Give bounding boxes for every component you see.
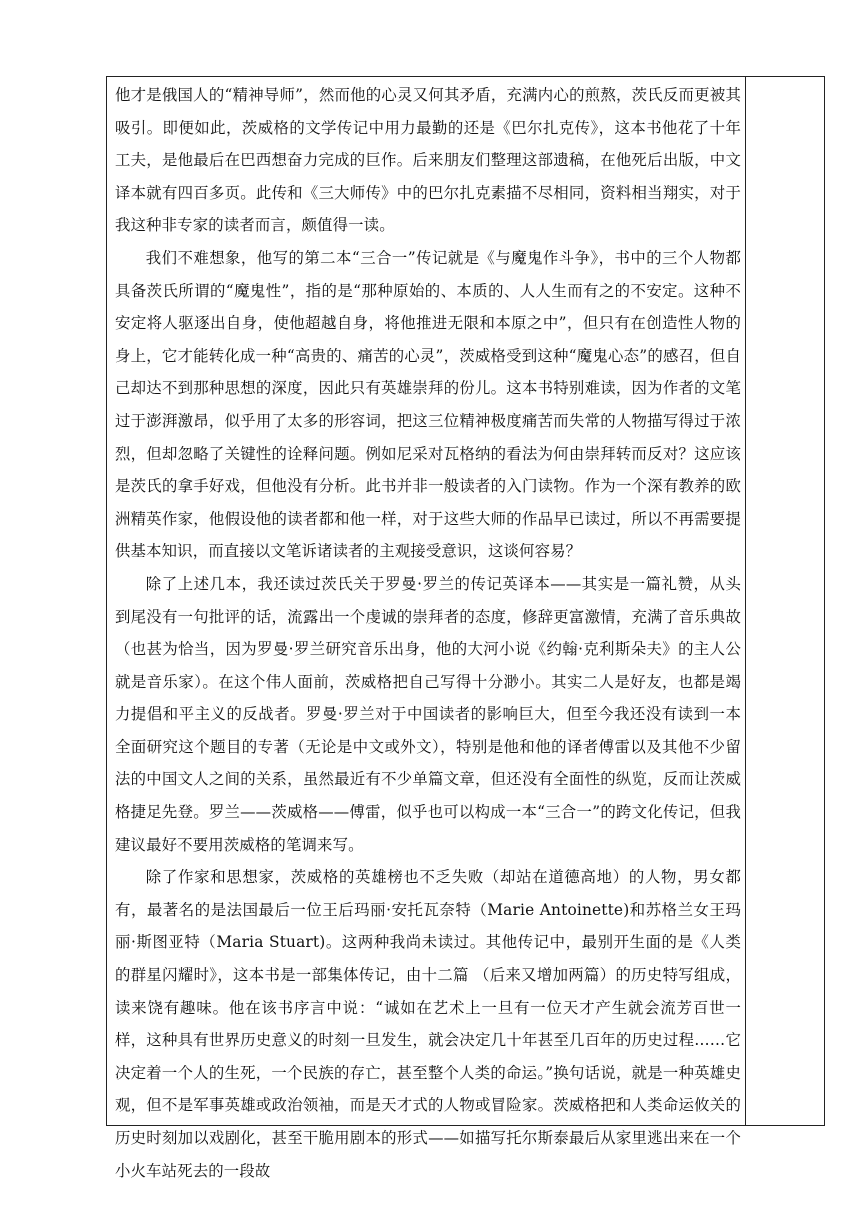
paragraph-2: 我们不难想象，他写的第二本“三合一”传记就是《与魔鬼作斗争》，书中的三个人物都具备茨氏所谓的“魔鬼性”，指的是“那种原始的、本质的、人人生而有之的不安定。这种不安定将人驱逐出自身，使他超越自身，将他推进无限和本原之中”，但只有在创造性人物的身上，它才能转化成一种“高贵的、痛苦的心灵”，茨威格受到这种“魔鬼心态”的感召，但自己却达不到那种思想的深度，因此只有英雄崇拜的份儿。这本书特别难读，因为作者的文笔过于澎湃激昂，似乎用了太多的形容词，把这三位精神极度痛苦而失常的人物描写得过于浓烈，但却忽略了关键性的诠释问题。例如尼采对瓦格纳的看法为何由崇拜转而反对？这应该是茨氏的拿手好戏，但他没有分析。此书并非一般读者的入门读物。作为一个深有教养的欧洲精英作家，他假设他的读者都和他一样，对于这些大师的作品早已读过，所以不再需要提供基本知识，而直接以文笔诉诸读者的主观接受意识，这谈何容易？ bbox=[115, 248, 741, 561]
side-cell bbox=[747, 77, 824, 1125]
paragraph-1: 他才是俄国人的“精神导师”，然而他的心灵又何其矛盾，充满内心的煎熬，茨氏反而更被其吸引。即便如此，茨威格的文学传记中用力最勤的还是《巴尔扎克传》，这本书他花了十年工夫，是他最后在巴西想奋力完成的巨作。后来朋友们整理这部遗稿，在他死后出版，中文译本就有四百多页。此传和《三大师传》中的巴尔扎克素描不尽相同，资料相当翔实，对于我这种非专家的读者而言，颇值得一读。 bbox=[115, 86, 741, 235]
text-cell bbox=[115, 79, 741, 1180]
paragraph-4: 除了作家和思想家，茨威格的英雄榜也不乏失败（却站在道德高地）的人物，男女都有，最著名的是法国最后一位王后玛丽·安托瓦奈特（Marie Antoinette)和苏格兰女王玛丽·斯图亚特（Maria Stuart)。这两种我尚未读过。其他传记中，最别开生面的是《人类的群星闪耀时》，这本书是一部集体传记，由十二篇 （后来又增加两篇）的历史特写组成，读来饶有趣味。他在该书序言中说：“诚如在艺术上一旦有一位天才产生就会流芳百世一样，这种具有世界历史意义的时刻一旦发生，就会决定几十年甚至几百年的历史过程……它决定着一个人的生死，一个民族的存亡，甚至整个人类的命运。”换句话说，就是一种英雄史观，但不是军事英雄或政治领袖，而是天才式的人物或冒险家。茨威格把和人类命运攸关的历史时刻加以戏剧化，甚至干脆用剧本的形式——如描写托尔斯泰最后从家里逃出来在一个小火车站死去的一段故 bbox=[115, 868, 741, 1180]
paragraph-3: 除了上述几本，我还读过茨氏关于罗曼·罗兰的传记英译本——其实是一篇礼赞，从头到尾没有一句批评的话，流露出一个虔诚的崇拜者的态度，修辞更富激情，充满了音乐典故（也甚为恰当，因为罗曼·罗兰研究音乐出身，他的大河小说《约翰·克利斯朵夫》的主人公就是音乐家）。在这个伟人面前，茨威格把自己写得十分渺小。其实二人是好友，也都是竭力提倡和平主义的反战者。罗曼·罗兰对于中国读者的影响巨大，但至今我还没有读到一本全面研究这个题目的专著（无论是中文或外文），特别是他和他的译者傅雷以及其他不少留法的中国文人之间的关系，虽然最近有不少单篇文章，但还没有全面性的纵览，反而让茨威格捷足先登。罗兰——茨威格——傅雷，似乎也可以构成一本“三合一”的跨文化传记，但我建议最好不要用茨威格的笔调来写。 bbox=[115, 574, 741, 854]
column-divider bbox=[745, 77, 746, 1125]
page-table bbox=[106, 76, 825, 1180]
